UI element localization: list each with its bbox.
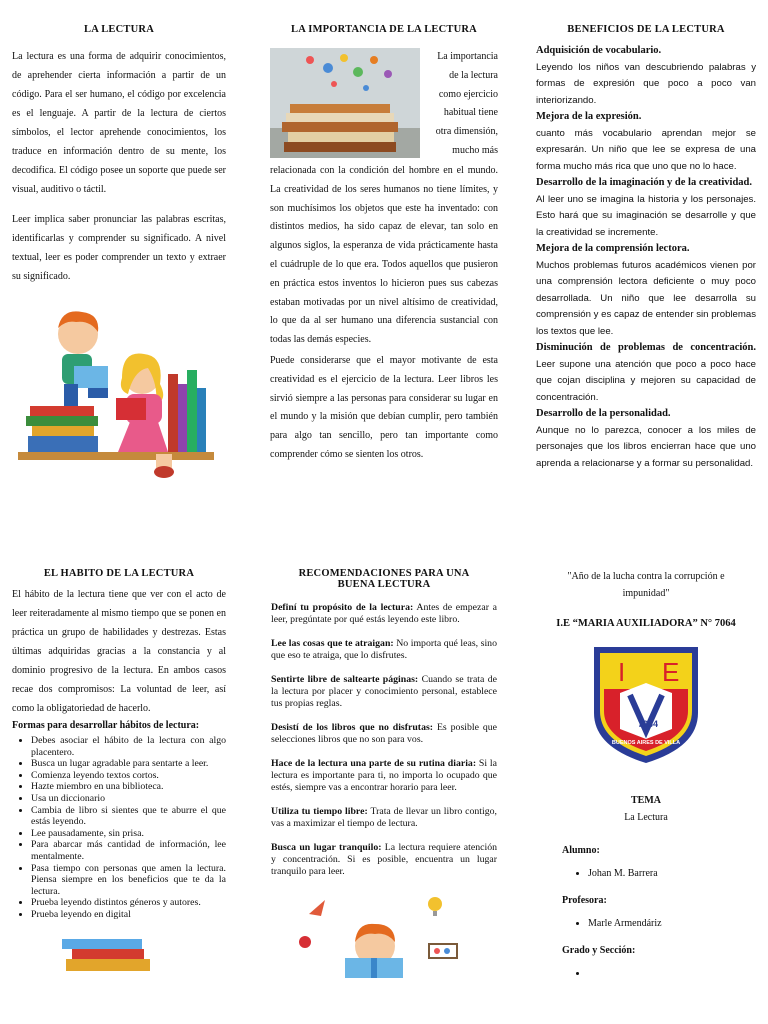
- motto-line: impunidad": [622, 588, 670, 599]
- recommendation-head: Definí tu propósito de la lectura:: [271, 602, 414, 613]
- habits-list: [12, 735, 226, 921]
- recommendation-text: Antes de empezar a leer, pregúntate por qué estás leyendo este libro.: [271, 602, 498, 625]
- panel-title-line1: RECOMENDACIONES PARA UNA: [298, 568, 470, 579]
- panel-title: LA IMPORTANCIA DE LA LECTURA: [291, 24, 477, 35]
- logo-letter-e: E: [662, 657, 680, 687]
- recommendation-head: Lee las cosas que te atraigan:: [271, 638, 394, 649]
- recommendation-head: Sentirte libre de saltearte páginas:: [271, 674, 419, 685]
- grado-list: [536, 968, 756, 979]
- paragraph: El hábito de la lectura tiene que ver con el acto de leer reiteradamente al mismo tiempo que se ponen en práctica un grupo de habilidades y destrezas. Estas últimas adquiridas gracias a la constancia y al dominio progresivo de la lectura. En ambos casos recae dos compromisos: La voluntad de leer, así como la obligatoriedad de hacerlo.: [12, 589, 226, 714]
- recommendation-head: Hace de la lectura una parte de su rutina diaria:: [271, 758, 477, 769]
- recommendation-item: [271, 722, 497, 746]
- school-shield-logo: [590, 643, 702, 765]
- panel-cover: [536, 568, 756, 979]
- motto-line: "Año de la lucha contra la corrupción e: [567, 571, 725, 582]
- benefit-item: [536, 241, 756, 340]
- benefit-head: Mejora de la expresión.: [536, 111, 642, 122]
- side-text-line: de la lectura: [449, 69, 498, 81]
- tema-label: TEMA: [631, 795, 661, 806]
- boy-reading-illustration: [295, 894, 475, 978]
- paragraph: Leer implica saber pronunciar las palabras escritas, identificarlas y comprender su significado. A nivel textual, leer es poder comprender un texto y extraer su significado.: [12, 214, 226, 282]
- alumno-label: Alumno:: [562, 845, 600, 856]
- logo-place: BUENOS AIRES DE VILLA: [611, 740, 681, 746]
- benefit-item: [536, 175, 756, 241]
- panel-habito: [12, 568, 226, 971]
- paragraph: relacionada con la condición del hombre en el mundo. La creatividad de los seres humanos no tiene límites, y son muchísimos los objetos que este ha inventado: con distintos medios, ha sido capaz de elevar, tan solo en algunos siglos, la esperanza de vida prácticamente hasta el cuádruple de lo que era. Todos aquellos que pusieron en práctica estos inventos lo hicieron pues sus cabezas estaban motivadas por un nivel altísimo de creatividad, lo que da al ser humano una diferencia sustancial con todas las demás especies.: [270, 165, 498, 346]
- benefit-item: [536, 43, 756, 109]
- list-item: • Hazte miembro en una biblioteca.: [31, 781, 226, 793]
- profesora-label: Profesora:: [562, 895, 607, 906]
- benefit-text: Muchos problemas futuros académicos vienen por una comprensión lectora deficiente o muy poco desarrollada. Un niño que lee desarrolla su comprensión y es capaz de entender sin problemas los textos que lee.: [536, 259, 756, 337]
- grado-value: [588, 968, 756, 979]
- list-item: • Para abarcar más cantidad de información, lee mentalmente.: [31, 839, 226, 862]
- panel-title: LA LECTURA: [84, 24, 154, 35]
- recommendation-text: No importa qué leas, sino que eso te atraiga, que lo disfrutes.: [271, 638, 497, 661]
- panel-recomendaciones: [271, 568, 497, 978]
- benefit-text: cuanto más vocabulario aprendan mejor se expresarán. Un niño que lee se expresa de una forma mucho más rica que uno que no lo hace.: [536, 127, 756, 172]
- panel-la-lectura: [12, 24, 226, 494]
- panel-beneficios: [536, 24, 756, 472]
- benefit-item: [536, 340, 756, 406]
- list-item: • Debes asociar el hábito de la lectura con algo placentero.: [31, 735, 226, 758]
- logo-number: 7064: [638, 719, 659, 729]
- list-item: • Pasa tiempo con personas que amen la lectura. Piensa siempre en los beneficios que te da la lectura.: [31, 863, 226, 898]
- benefit-head: Disminución de problemas de concentración.: [536, 342, 756, 353]
- panel-title: EL HABITO DE LA LECTURA: [43, 568, 195, 579]
- paragraph: La lectura es una forma de adquirir conocimientos, de aprehender cierta información a partir de un código. Para el ser humano, el código por excelencia es el lenguaje. A partir de la lectura de ciertos símbolos, el lector aprehende conocimientos, los traduce en información dentro de su mente, los decodifica. El código posee un soporte que puede ser visual, auditivo o táctil.: [12, 51, 226, 195]
- list-item: • Busca un lugar agradable para sentarte a leer.: [31, 758, 226, 770]
- benefit-text: Leyendo los niños van descubriendo palabras y formas de expresión que poco a poco van interiorizando.: [536, 61, 756, 106]
- logo-letter-i: I: [618, 657, 626, 687]
- list-item: • Prueba leyendo distintos géneros y autores.: [31, 897, 226, 909]
- side-text-line: otra dimensión,: [435, 126, 498, 138]
- recommendation-item: [271, 806, 497, 830]
- list-item: • Lee pausadamente, sin prisa.: [31, 828, 226, 840]
- list-item: • Usa un diccionario: [31, 793, 226, 805]
- list-item: • Comienza leyendo textos cortos.: [31, 770, 226, 782]
- profesora-list: [536, 918, 756, 929]
- recommendation-item: [271, 602, 497, 626]
- list-item: • Cambia de libro si sientes que te aburre el que estás leyendo.: [31, 805, 226, 828]
- recommendation-head: Utiliza tu tiempo libre:: [271, 806, 368, 817]
- paragraph: Puede considerarse que el mayor motivante de esta creatividad es el ejercicio de la lectura. Leer libros les sirvió siempre a las personas para considerar su lugar en el mundo y la misión que debían cumplir, pero también para algo tan sencillo, pero tan importante como comprender cómo se sienten los otros.: [270, 354, 498, 460]
- books-stack-illustration: [52, 935, 172, 971]
- benefit-head: Desarrollo de la personalidad.: [536, 408, 671, 419]
- list-item: • Prueba leyendo en digital: [31, 909, 226, 921]
- recommendation-text: Es posible que selecciones libros que no son para vos.: [271, 722, 497, 745]
- side-text-line: habitual tiene: [443, 107, 498, 119]
- panel-title-line2: BUENA LECTURA: [337, 579, 431, 590]
- recommendation-text: La lectura requiere atención y concentración. Si es posible, encuentra un lugar tranquilo para leer.: [271, 842, 497, 877]
- recommendation-text: Trata de llevar un libro contigo, vas a maximizar el tiempo de lectura.: [271, 806, 498, 829]
- side-text-line: La importancia: [437, 51, 498, 62]
- benefit-text: Al leer uno se imagina la historia y los personajes. Esto hará que su imaginación se desarrolle y que la creatividad se incremente.: [536, 193, 756, 238]
- side-text-line: como ejercicio: [438, 88, 498, 100]
- profesora-value: • Marle Armendáriz: [588, 918, 756, 929]
- panel-importancia: [270, 24, 498, 465]
- recommendation-item: [271, 638, 497, 662]
- recommendation-item: [271, 758, 497, 794]
- benefit-head: Desarrollo de la imaginación y de la creatividad.: [536, 177, 753, 188]
- benefit-item: [536, 109, 756, 175]
- side-text-line: mucho más: [452, 144, 498, 156]
- panel-title: BENEFICIOS DE LA LECTURA: [567, 24, 725, 35]
- benefit-head: Mejora de la comprensión lectora.: [536, 243, 690, 254]
- recommendation-text: Si la lectura es importante para ti, no importa lo ocupado que estés, siempre vas a encontrar horario para leer.: [271, 758, 497, 793]
- benefit-item: [536, 406, 756, 472]
- benefit-head: Adquisición de vocabulario.: [536, 45, 662, 56]
- recommendation-head: Busca un lugar tranquilo:: [271, 842, 382, 853]
- tema-value: La Lectura: [624, 812, 668, 823]
- benefit-text: Aunque no lo parezca, conocer a los miles de personajes que los libros encierran hace que uno aprenda a relacionarse y a formar su personalidad.: [536, 424, 756, 469]
- books-illustration: [270, 48, 420, 158]
- recommendation-item: [271, 842, 497, 878]
- list-title: Formas para desarrollar hábitos de lectura:: [12, 720, 200, 731]
- recommendation-text: Cuando se trata de la lectura por placer y conocimiento personal, establece tus propias reglas.: [271, 674, 497, 709]
- alumno-list: [536, 868, 756, 879]
- grado-label: Grado y Sección:: [562, 945, 636, 956]
- alumno-value: • Johan M. Barrera: [588, 868, 756, 879]
- benefit-text: Leer supone una atención que poco a poco hace que cojan disciplina y mejoren su capacidad de concentración.: [536, 358, 756, 403]
- school-name: I.E “MARIA AUXILIADORA” N° 7064: [556, 618, 736, 629]
- recommendation-head: Desistí de los libros que no disfrutas:: [271, 722, 434, 733]
- kids-reading-illustration: [18, 304, 214, 494]
- recommendation-item: [271, 674, 497, 710]
